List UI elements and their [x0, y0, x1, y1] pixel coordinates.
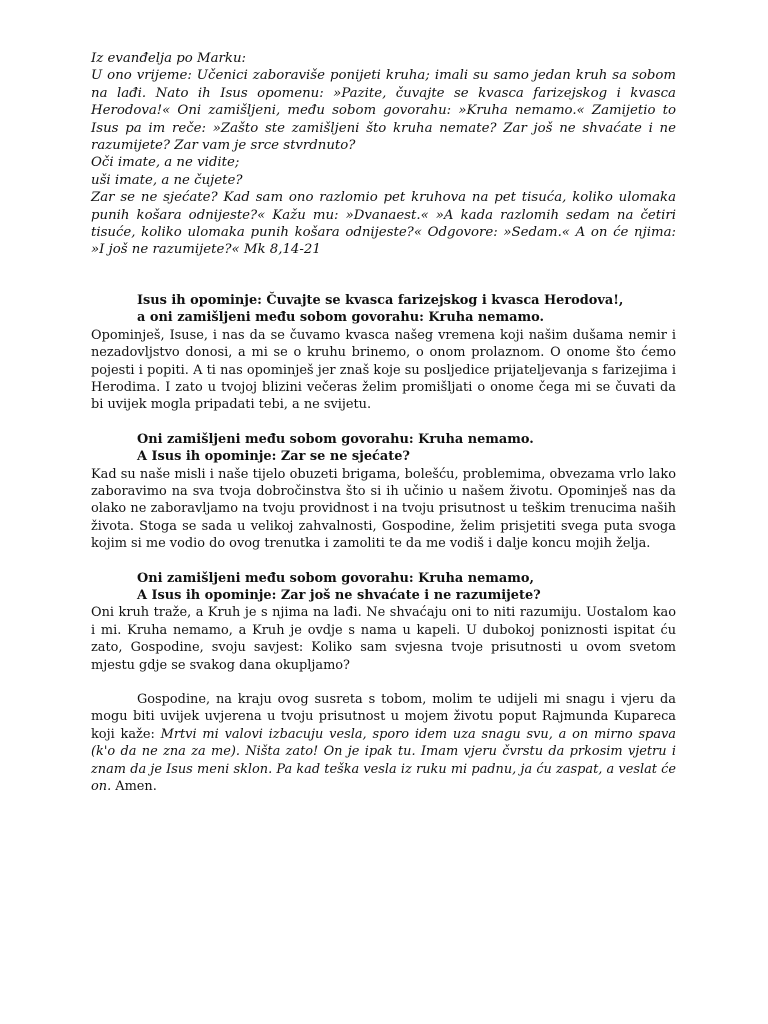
- gospel-line-ears: uši imate, a ne čujete?: [91, 172, 243, 188]
- section-1-heading-2: a oni zamišljeni među sobom govorahu: Kruha nemamo.: [137, 310, 544, 326]
- spacer: [91, 674, 676, 691]
- section-1-body: Opominješ, Isuse, i nas da se čuvamo kvasca našeg vremena koji našim dušama nemir i nezadovljstvo donosi, a mi se o kruhu brinemo, o onom prolaznom. O onome što ćemo pojesti i popiti. A ti nas opominješ jer znaš koje su posljedice prijateljevanja s farizejima i Herodima. I zato u tvojoj blizini večeras želim promišljati o onome čega mi se čuvati da bi uvijek mogla pripadati tebi, a ne svijetu.: [91, 327, 676, 413]
- gospel-line-eyes: Oči imate, a ne vidite;: [91, 155, 240, 171]
- section-2-heading-2: A Isus ih opominje: Zar se ne sjećate?: [137, 449, 410, 465]
- gospel-paragraph-1: U ono vrijeme: Učenici zaboraviše ponijeti kruha; imali su samo jedan kruh sa sobom na lađi. Nato ih Isus opomenu: »Pazite, čuvajte se kvasca farizejskog i kvasca Herodova!« Oni zamišljeni, među sobom govorahu: »Kruha nemamo.« Zamijetio to Isus pa im reče: »Zašto ste zamišljeni što kruha nemate? Zar još ne shvaćate i ne razumijete? Zar vam je srce stvrdnuto?: [91, 68, 676, 154]
- closing-prayer: [91, 691, 676, 795]
- spacer: [91, 553, 676, 570]
- section-2: [91, 431, 676, 553]
- document-page: [91, 50, 676, 795]
- section-1: [91, 292, 676, 414]
- closing-lead: Gospodine, na kraju ovog susreta s tobom, molim te udijeli mi snagu i vjeru da mogu biti uvijek uvjerena u tvoju prisutnost u mojem životu poput Rajmunda Kupareca koji kaže:: [91, 692, 676, 742]
- section-2-heading-1: Oni zamišljeni među sobom govorahu: Kruha nemamo.: [137, 431, 534, 447]
- section-2-body: Kad su naše misli i naše tijelo obuzeti brigama, bolešću, problemima, obvezama vrlo lako zaboravimo na sva tvoja dobročinstva što si ih učinio u našem životu. Opominješ nas da olako ne zaboravljamo na tvoju providnost i na tvoju prisutnost u teškim trenucima naših života. Stoga se sada u velikoj zahvalnosti, Gospodine, želim prisjetiti svega puta svoga kojim si me vodio do ovog trenutka i zamoliti te da me vodiš i dalje koncu mojih želja.: [91, 466, 676, 552]
- section-3-heading-2: A Isus ih opominje: Zar još ne shvaćate i ne razumijete?: [137, 587, 541, 603]
- section-3-heading-1: Oni zamišljeni među sobom govorahu: Kruha nemamo,: [137, 570, 534, 586]
- gospel-reading: [91, 50, 676, 259]
- gospel-intro: Iz evanđelja po Marku:: [91, 51, 247, 66]
- section-3: [91, 570, 676, 674]
- closing-quote: Mrtvi mi valovi izbacuju vesla, sporo idem uza snagu svu, a on mirno spava (k'o da ne zna za me). Ništa zato! On je ipak tu. Imam vjeru čvrstu da prkosim vjetru i znam da je Isus meni sklon. Pa kad teška vesla iz ruku mi padnu, ja ću zaspat, a veslat će on.: [91, 726, 676, 795]
- section-3-body: Oni kruh traže, a Kruh je s njima na lađi. Ne shvaćaju oni to niti razumiju. Uostalom kao i mi. Kruha nemamo, a Kruh je ovdje s nama u kapeli. U dubokoj poniznosti ispitat ću zato, Gospodine, svoju savjest: Koliko sam svjesna tvoje prisutnosti u ovom svetom mjestu gdje se svakog dana okupljamo?: [91, 605, 676, 673]
- closing-paragraph: [91, 691, 676, 795]
- spacer: [91, 414, 676, 431]
- closing-amen: Amen.: [111, 779, 157, 795]
- section-1-heading-1: Isus ih opominje: Čuvajte se kvasca farizejskog i kvasca Herodova!,: [137, 292, 624, 308]
- gospel-paragraph-2: Zar se ne sjećate? Kad sam ono razlomio pet kruhova na pet tisuća, koliko ulomaka punih košara odnijeste?« Kažu mu: »Dvanaest.« »A kada razlomih sedam na četiri tisuće, koliko ulomaka punih košara odnijeste?« Odgovore: »Sedam.« A on će njima: »I još ne razumijete?« Mk 8,14-21: [91, 190, 676, 258]
- spacer: [91, 259, 676, 292]
